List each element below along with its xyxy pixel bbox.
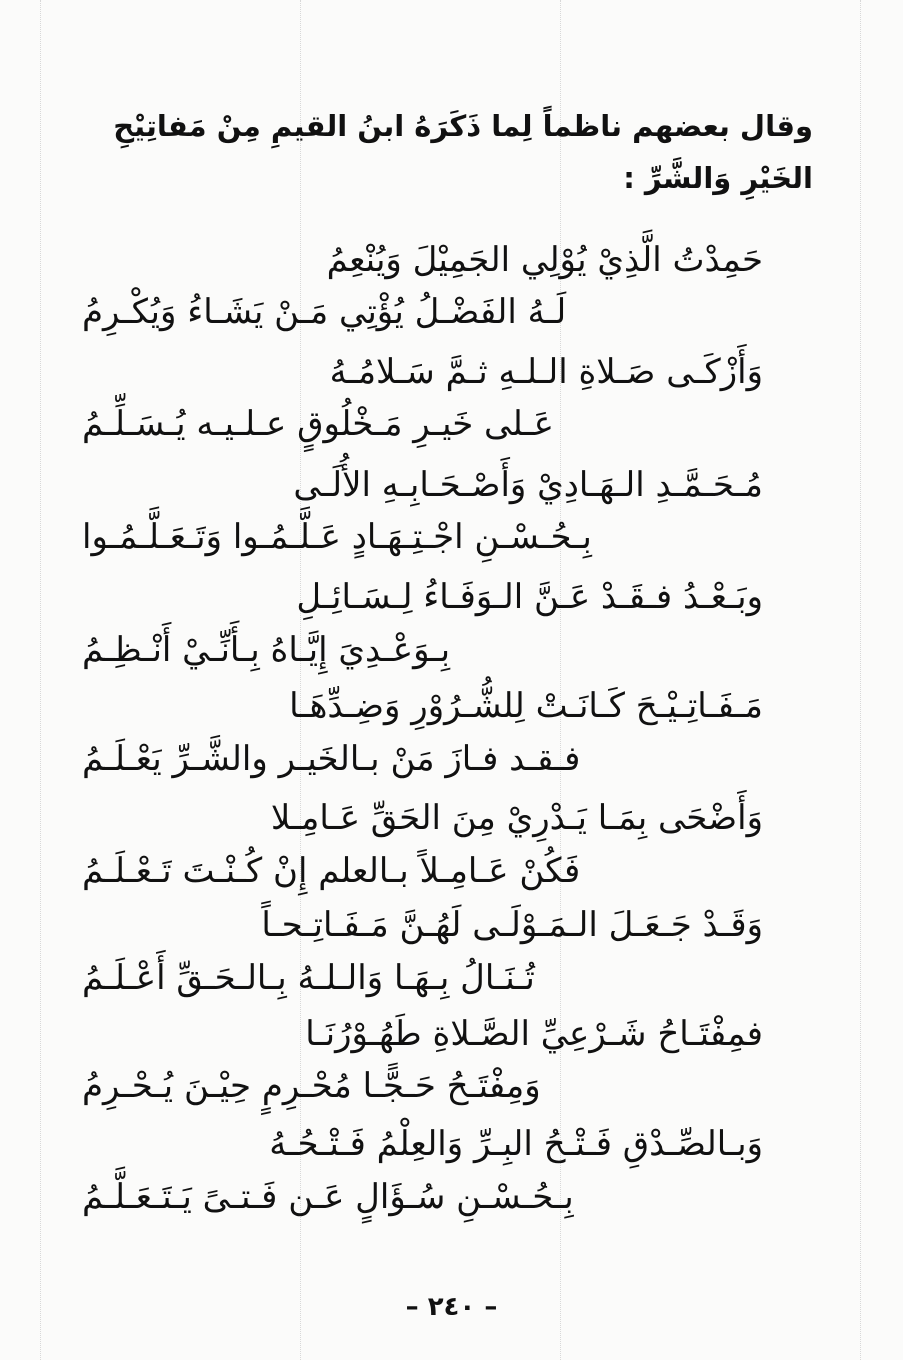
verse-hemistich: عَـلى خَيـرِ مَـخْلُوقٍ عـلـيـه يُـسَـلِّـمُ	[82, 404, 554, 444]
verse-hemistich: وَمِفْتَـحُ حَـجًّـا مُحْـرِمٍ حِيْـنَ يُـحْـرِمُ	[82, 1066, 541, 1106]
verse-hemistich: فـقـد فـازَ مَنْ بـالخَيـر والشَّـرِّ يَعْـلَـمُ	[82, 739, 581, 779]
verse-hemistich: بِـحُـسْـنِ سُـؤَالٍ عَـن فَـتـىً يَـتَـعَـلَّـمُ	[82, 1177, 574, 1217]
intro-paragraph: وقال بعضهم ناظماً لِما ذَكَرَهُ ابنُ القيمِ مِنْ مَفاتِيْحِ الخَيْرِ وَالشَّرِّ :	[113, 109, 813, 195]
verse-hemistich: بِـوَعْـدِيَ إِيَّـاهُ بِـأَنِّـيْ أَنْـظِـمُ	[82, 630, 451, 670]
verse-hemistich: وَأَزْكَـى صَـلاةِ الـلـهِ ثـمَّ سَـلامُـهُ	[329, 352, 763, 392]
scan-guide-line	[860, 0, 861, 1360]
verse-hemistich: فمِفْتَـاحُ شَـرْعِيِّ الصَّـلاةِ طَهُـوْرُنَـا	[305, 1014, 763, 1054]
verse-hemistich: وَقَـدْ جَـعَـلَ الـمَـوْلَـى لَهُـنَّ مَـفَـاتِـحـاً	[261, 905, 763, 945]
verse-hemistich: وَأَضْحَى بِمَـا يَـدْرِيْ مِنَ الحَقِّ عَـامِـلا	[270, 798, 763, 838]
verse-hemistich: وبَـعْـدُ فـقَـدْ عَـنَّ الـوَفَـاءُ لِـسَـائِـلِ	[296, 577, 763, 617]
verse-hemistich: مَـفَـاتِـيْـحَ كَـانَـتْ لِلشُّـرُوْرِ وَضِـدِّهَـا	[289, 686, 763, 726]
verse-hemistich: تُـنَـالُ بِـهَـا وَالـلـهُ بِـالـحَـقِّ أَعْـلَـمُ	[82, 958, 535, 998]
verse-hemistich: لَـهُ الفَضْـلُ يُؤْتِي مَـنْ يَشَـاءُ وَيُكْـرِمُ	[82, 292, 567, 332]
verse-hemistich: مُـحَـمَّـدِ الـهَـادِيْ وَأَصْـحَـابِـهِ الأُلَـى	[293, 465, 763, 505]
verse-hemistich: فَكُنْ عَـامِـلاً بـالعلم إِنْ كُـنْـتَ تَـعْـلَـمُ	[82, 851, 581, 891]
verse-hemistich: حَمِدْتُ الَّذِيْ يُوْلِي الجَمِيْلَ وَيُنْعِمُ	[326, 240, 763, 280]
verse-hemistich: بِـحُـسْـنِ اجْـتِـهَـادٍ عَـلَّـمُـوا وَتَـعَـلَّـمُـوا	[82, 517, 592, 557]
verse-hemistich: وَبـالصِّـدْقِ فَـتْـحُ البِـرِّ وَالعِلْمُ فَـتْـحُـهُ	[269, 1124, 763, 1164]
scan-guide-line	[40, 0, 41, 1360]
page-number: – ٢٤٠ –	[405, 1292, 498, 1322]
